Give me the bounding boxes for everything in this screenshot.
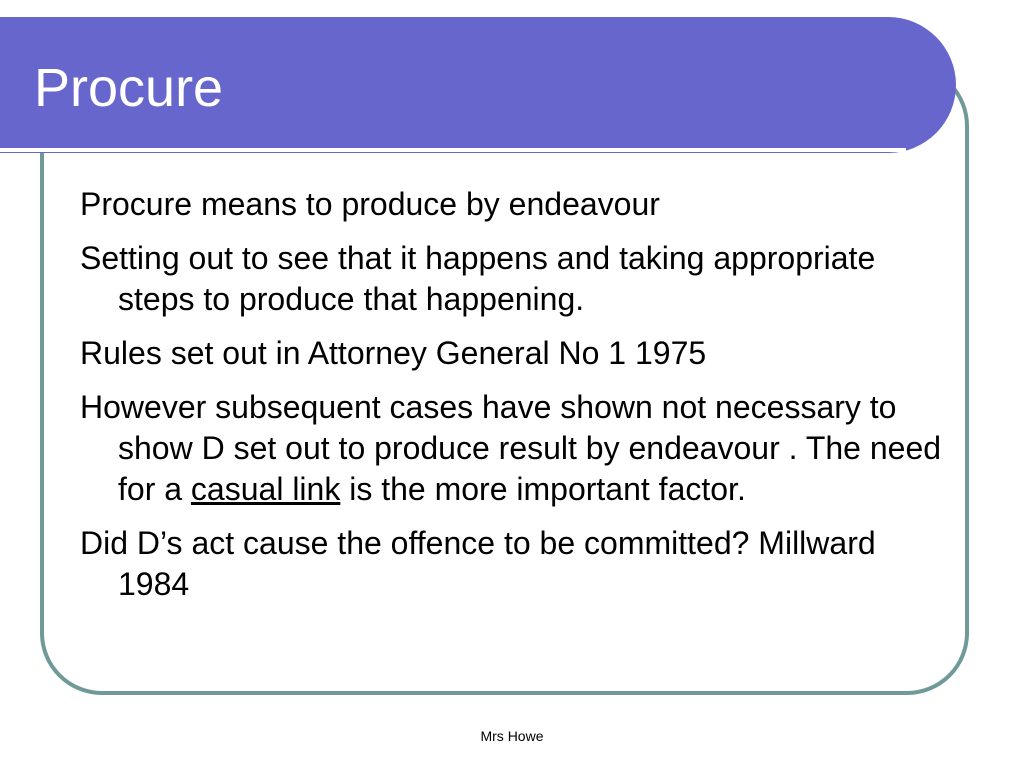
bullet-item: Procure means to produce by endeavour: [80, 186, 660, 222]
bullet-text: is the more important factor.: [340, 471, 746, 507]
footer-author: Mrs Howe: [480, 728, 544, 744]
bullet-item: [80, 387, 950, 510]
bullet-text: However subsequent cases have shown not necessary to show D set out to produce result by endeavour . The need for a: [80, 389, 942, 507]
title-underline: [0, 148, 906, 152]
bullet-item: Did D’s act cause the offence to be committed? Millward 1984: [80, 525, 876, 602]
bullet-item: Rules set out in Attorney General No 1 1975: [80, 335, 707, 371]
casual-link-text: casual link: [190, 471, 341, 507]
slide-title: Procure: [34, 58, 224, 118]
bullet-list: [80, 184, 950, 618]
bullet-item: Setting out to see that it happens and taking appropriate steps to produce that happening.: [80, 240, 876, 317]
title-bar: [0, 17, 956, 153]
